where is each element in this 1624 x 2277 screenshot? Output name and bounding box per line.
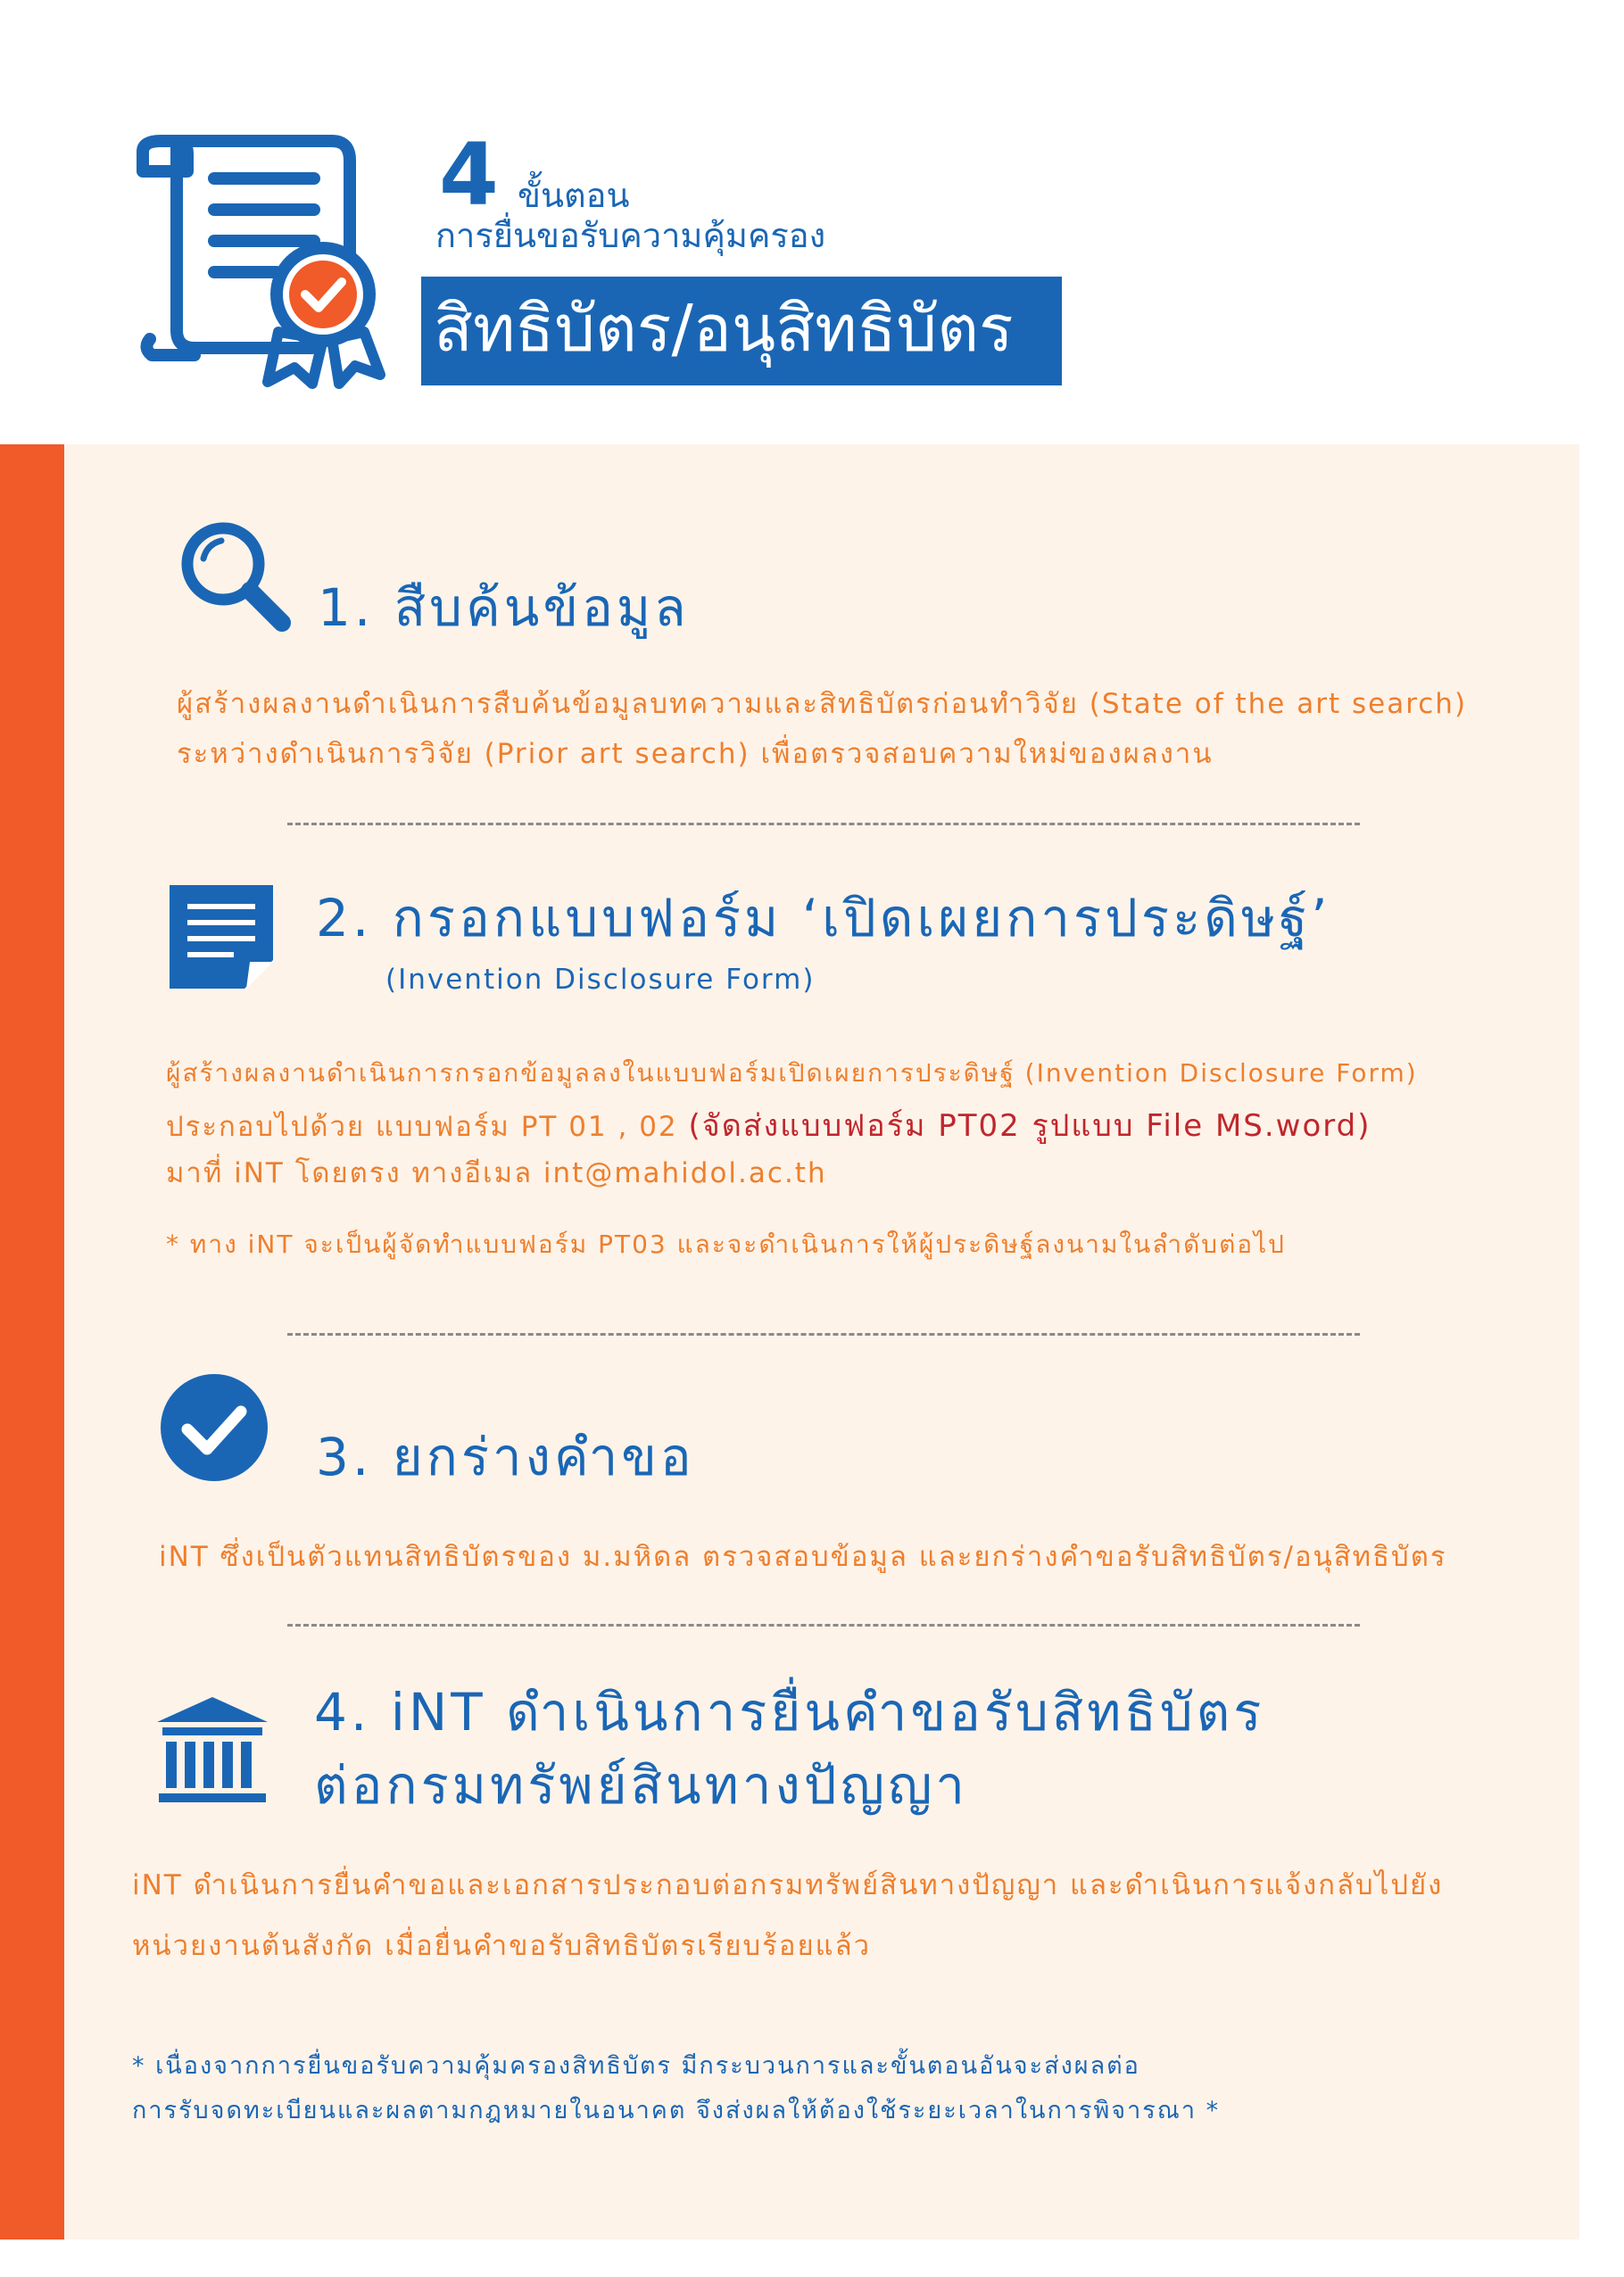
check-circle-icon (159, 1372, 269, 1483)
step2-body-line2-prefix: ประกอบไปด้วย แบบฟอร์ม PT 01 , 02 (166, 1111, 689, 1143)
step1-body-line1: ผู้สร้างผลงานดำเนินการสืบค้นข้อมูลบทความและสิทธิบัตรก่อนทำวิจัย (State of the art search) (177, 688, 1468, 720)
divider (287, 1333, 1360, 1336)
step2-body-line3: มาที่ iNT โดยตรง ทางอีเมล int@mahidol.ac.th (166, 1157, 827, 1189)
step1-heading: 1. สืบค้นข้อมูล (318, 577, 690, 638)
step-count: 4 (439, 125, 499, 225)
divider (287, 1624, 1360, 1627)
step2-heading-sub: (Invention Disclosure Form) (385, 964, 816, 996)
step3-heading: 3. ยกร่างคำขอ (316, 1427, 695, 1487)
step4-body-line1: iNT ดำเนินการยื่นคำขอและเอกสารประกอบต่อกรมทรัพย์สินทางปัญญา และดำเนินการแจ้งกลับไปยัง (132, 1869, 1444, 1901)
magnifier-icon (177, 518, 293, 633)
step4-body-line2: หน่วยงานต้นสังกัด เมื่อยื่นคำขอรับสิทธิบัตรเรียบร้อยแล้ว (132, 1930, 871, 1962)
header-subtitle: การยื่นขอรับความคุ้มครอง (435, 216, 826, 255)
document-icon (168, 883, 275, 990)
divider (287, 823, 1360, 825)
step1-body-line2: ระหว่างดำเนินการวิจัย (Prior art search) เพื่อตรวจสอบความใหม่ของผลงาน (177, 738, 1214, 770)
step4-heading-line2: ต่อกรมทรัพย์สินทางปัญญา (314, 1755, 968, 1816)
footnote-line1: * เนื่องจากการยื่นขอรับความคุ้มครองสิทธิบัตร มีกระบวนการและขั้นตอนอันจะส่งผลต่อ (132, 2052, 1140, 2080)
step3-body-line1: iNT ซึ่งเป็นตัวแทนสิทธิบัตรของ ม.มหิดล ตรวจสอบข้อมูล และยกร่างคำขอรับสิทธิบัตร/อนุสิทธิบัตร (159, 1541, 1447, 1573)
page-title: สิทธิบัตร/อนุสิทธิบัตร (434, 291, 1014, 366)
government-building-icon (157, 1697, 268, 1808)
step2-note: * ทาง iNT จะเป็นผู้จัดทำแบบฟอร์ม PT03 และจะดำเนินการให้ผู้ประดิษฐ์ลงนามในลำดับต่อไป (166, 1230, 1286, 1259)
step2-heading: 2. กรอกแบบฟอร์ม ‘เปิดเผยการประดิษฐ์’ (316, 888, 1331, 948)
step2-body-line2 (166, 1099, 1371, 1154)
accent-stripe (0, 444, 64, 2240)
steps-label: ขั้นตอน (518, 176, 630, 215)
step4-heading-line1: 4. iNT ดำเนินการยื่นคำขอรับสิทธิบัตร (314, 1682, 1265, 1743)
step2-body-line1: ผู้สร้างผลงานดำเนินการกรอกข้อมูลลงในแบบฟอร์มเปิดเผยการประดิษฐ์ (Invention Disclosure Form) (166, 1058, 1418, 1088)
step2-body-highlight: (จัดส่งแบบฟอร์ม PT02 รูปแบบ File MS.word) (688, 1108, 1371, 1144)
certificate-icon (125, 125, 393, 393)
footnote-line2: การรับจดทะเบียนและผลตามกฎหมายในอนาคต จึงส่งผลให้ต้องใช้ระยะเวลาในการพิจารณา * (132, 2097, 1221, 2124)
